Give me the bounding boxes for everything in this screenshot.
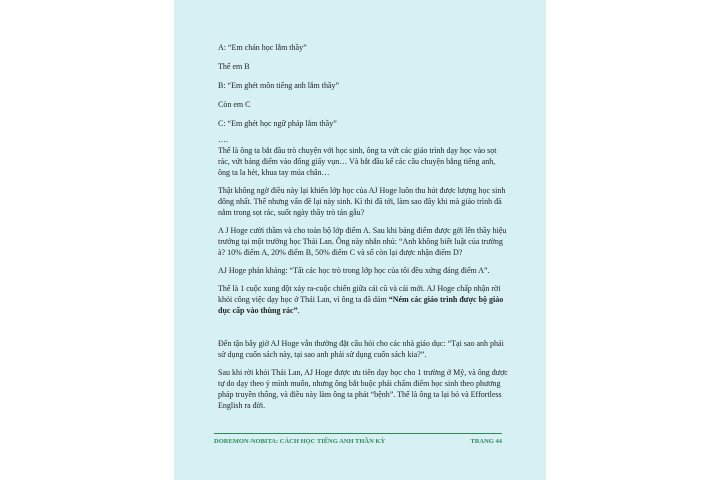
footer-title: DOREMON-NOBITA: CÁCH HỌC TIẾNG ANH THẦN KỲ [214, 438, 386, 445]
dialogue-line: Còn em C [218, 100, 251, 109]
paragraph: Đến tận bây giờ AJ Hoge vẫn thường đặt câu hỏi cho các nhà giáo dục: “Tại sao anh phải sử dụng cuốn sách này, tại sao anh phải sử dụng cuốn sách kia?”. [218, 339, 504, 359]
page-footer [214, 438, 502, 445]
dialogue-line-b: B: “Em ghét môn tiếng anh lắm thầy” [218, 81, 340, 90]
page-number: TRANG 44 [470, 438, 502, 445]
dialogue-line-a: A: “Em chán học lắm thầy” [218, 43, 307, 52]
paragraph: Thế là ông ta bắt đầu trò chuyện với học sinh, ông ta vứt các giáo trình dạy học vào sọt rác, vứt bảng điểm vào đống giấy vụn… Và bắt đầu kể các câu chuyện bằng tiếng anh, ông ta la hét, khua tay múa chân… [218, 146, 497, 177]
dialogue-line-c: C: “Em ghét học ngữ pháp lắm thầy” [218, 119, 337, 128]
paragraph: A J Hoge cười thầm và cho toàn bộ lớp điểm A. Sau khi bảng điểm được gởi lên thầy hiệu trưởng tại một trường học Thái Lan. Ông này nhắn nhủ: “Anh không biết luật của trường à? 10% điểm A, 20% điểm B, 50% điểm C và số còn lại được nhận điểm D? [218, 226, 507, 257]
bold-quote: “Ném các giáo trình được bộ giáo dục cấp vào thùng rác” [218, 295, 504, 315]
ellipsis-line: …. [218, 135, 228, 144]
paragraph-text: Thế là 1 cuộc xung đột xảy ra-cuộc chiến giữa cái cũ và cái mới. AJ Hoge chấp nhận rời khỏi công việc dạy học ở Thái Lan, vì ông ta đã dám [218, 284, 501, 304]
footer-divider [214, 433, 502, 434]
paragraph: AJ Hoge phản kháng: “Tất các học trò trong lớp học của tôi đều xứng đáng điểm A”. [218, 266, 490, 275]
paragraph: Thật không ngờ điều này lại khiến lớp học của AJ Hoge luôn thu hút được lượng học sinh đông nhất. Thế nhưng vấn đề lại này sinh. Kì thi đã tới, làm sao đây khi mà giáo trình đã nằm trong sọt rác, suốt ngày thầy trò tán gẫu? [218, 186, 506, 217]
paragraph: Sau khi rời khỏi Thái Lan, AJ Hoge được ưu tiên dạy học cho 1 trường ở Mỹ, và ông được tự do dạy theo ý mình muốn, nhưng ông bắt buộc phải chấm điểm học sinh theo phương pháp truyền thống, và điều này làm ông ta phát “bệnh”. Thế là ông ta lại bỏ và Effortless English ra đời. [218, 368, 508, 410]
document-page [174, 0, 546, 480]
paragraph [218, 283, 508, 316]
dialogue-line: Thế em B [218, 62, 250, 71]
paragraph-end: . [297, 306, 300, 315]
page-content [218, 42, 508, 411]
